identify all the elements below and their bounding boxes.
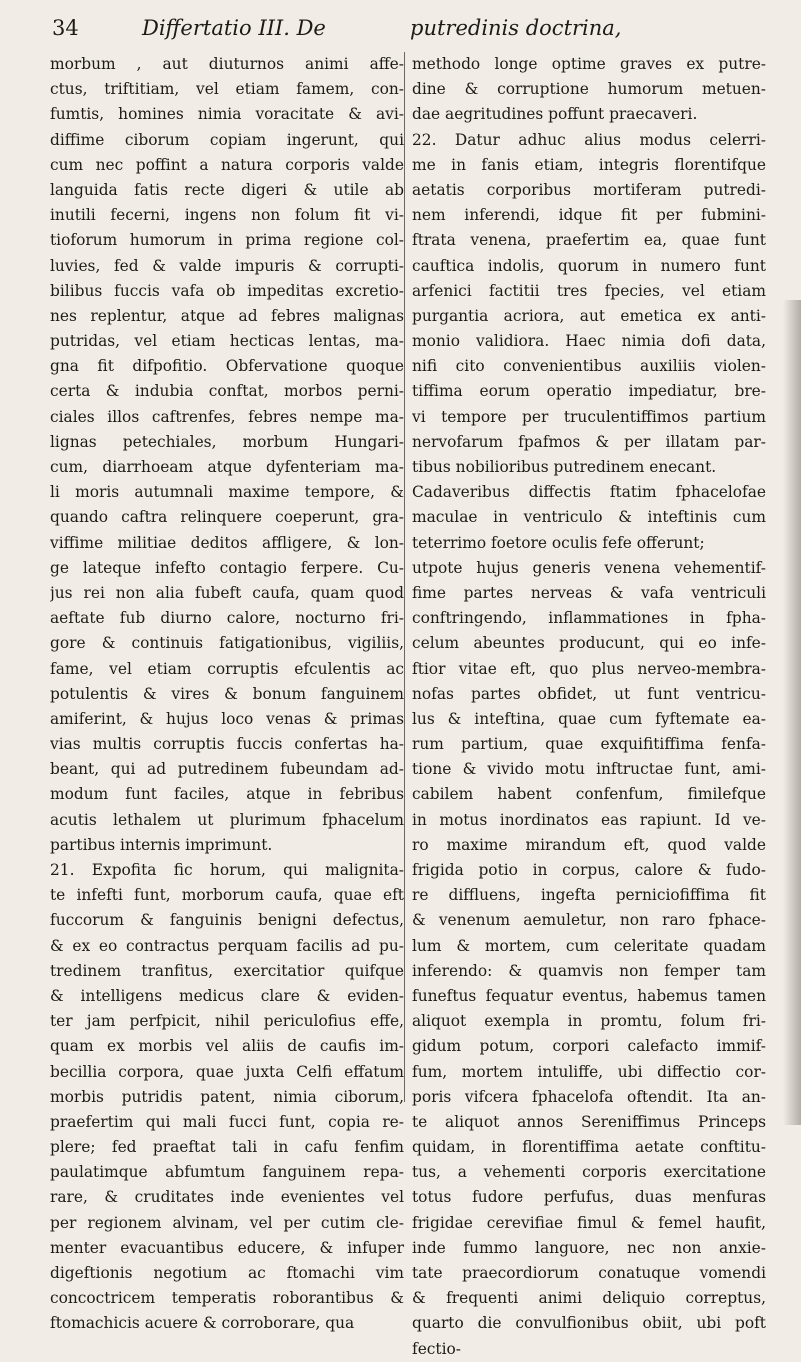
text-line: morbis putridis patent, nimia ciborum,: [50, 1087, 404, 1106]
text-line: li moris autumnali maxime tempore, &: [50, 483, 404, 502]
running-header: [0, 14, 801, 44]
text-line: per regionem alvinam, vel per cutim cle-: [50, 1213, 404, 1232]
text-line: cauftica indolis, quorum in numero funt: [412, 256, 766, 275]
text-line: tione & vivido motu inftructae funt, ami-: [412, 760, 766, 779]
text-line: quidam, in florentiffima aetate conftitu-: [412, 1138, 766, 1157]
text-line: quarto die convulfionibus obiit, ubi poft: [412, 1314, 766, 1333]
text-line: 21. Expofita fic horum, qui malignita-: [50, 861, 404, 879]
text-line: morbum , aut diuturnos animi affe-: [50, 55, 404, 73]
text-line: dine & corruptione humorum metuen-: [412, 80, 766, 99]
text-line: & frequenti animi deliquio correptus,: [412, 1289, 766, 1308]
text-line: cabilem habent confenfum, fimilefque: [412, 785, 766, 804]
text-line: concoctricem temperatis roborantibus &: [50, 1289, 404, 1308]
text-line: ftior vitae eft, quo plus nerveo-membra-: [412, 659, 766, 678]
text-line: cum, diarrhoeam atque dyfenteriam ma-: [50, 458, 404, 476]
text-line: dae aegritudines poffunt praecaveri.: [412, 105, 698, 124]
text-line: Cadaveribus diffectis ftatim fphacelofae: [412, 483, 766, 502]
text-line: potulentis & vires & bonum fanguinem: [50, 684, 404, 703]
text-line: bilibus fuccis vafa ob impeditas excretio-: [50, 281, 404, 300]
text-line: ter jam perfpicit, nihil periculofius effe,: [50, 1012, 404, 1031]
running-title-right: putredinis doctrina,: [410, 16, 622, 40]
text-line: tredinem tranfitus, exercitatior quifque: [50, 961, 404, 980]
text-line: ftomachicis acuere & corroborare, qua: [50, 1314, 355, 1333]
text-line: conftringendo, inflammationes in fpha-: [412, 609, 766, 628]
text-line: ge lateque infefto contagio ferpere. Cu-: [50, 558, 404, 577]
text-line: viffime militiae deditos affligere, & lon-: [50, 533, 404, 552]
text-line: purgantia acriora, aut emetica ex anti-: [412, 306, 766, 325]
text-line: nifi cito convenientibus auxiliis violen-: [412, 357, 766, 376]
text-line: gore & continuis fatigationibus, vigiliis,: [50, 634, 404, 653]
text-line: me in fanis etiam, integris florentifque: [412, 155, 766, 174]
text-line: cum nec poffint a natura corporis valde: [50, 155, 404, 174]
text-line: tus, a vehementi corporis exercitatione: [412, 1163, 766, 1182]
text-column-left: [50, 52, 404, 1337]
text-line: te aliquot annos Sereniffimus Princeps: [412, 1112, 766, 1131]
page-number: 34: [52, 16, 79, 40]
text-line: ciales illos caftrenfes, febres nempe ma-: [50, 407, 404, 426]
text-line: 22. Datur adhuc alius modus celerri-: [412, 130, 766, 149]
text-line: diffime ciborum copiam ingerunt, qui: [50, 130, 404, 149]
text-line: te infefti funt, morborum caufa, quae eft: [50, 886, 404, 905]
text-line: in motus inordinatos eas rapiunt. Id ve-: [412, 810, 766, 829]
text-line: & ex eo contractus perquam facilis ad pu-: [50, 936, 404, 955]
text-line: putridas, vel etiam hecticas lentas, ma-: [50, 332, 404, 351]
text-line: ctus, triftitiam, vel etiam famem, con-: [50, 80, 404, 99]
text-line: paulatimque abfumtum fanguinem repa-: [50, 1163, 404, 1182]
text-line: ftrata venena, praefertim ea, quae funt: [412, 231, 766, 250]
text-line: becillia corpora, quae juxta Celfi effatum: [50, 1062, 404, 1081]
text-line: quando caftra relinquere coeperunt, gra-: [50, 508, 404, 527]
text-line: monio validiora. Haec nimia dofi data,: [412, 332, 766, 351]
text-line: digeftionis negotium ac ftomachi vim: [50, 1264, 404, 1282]
text-line: ro maxime mirandum eft, quod valde: [412, 835, 766, 854]
text-line: acutis lethalem ut plurimum fphacelum: [50, 810, 404, 829]
text-line: frigidae cerevifiae fimul & femel haufit,: [412, 1213, 766, 1232]
text-line: lus & inteftina, quae cum fyftemate ea-: [412, 709, 766, 728]
text-line: beant, qui ad putredinem fubeundam ad-: [50, 760, 404, 779]
text-line: gidum potum, corpori calefacto immif-: [412, 1037, 766, 1056]
text-line: amiferint, & hujus loco venas & primas: [50, 709, 404, 728]
text-line: lum & mortem, cum celeritate quadam: [412, 936, 766, 955]
text-line: fumtis, homines nimia voracitate & avi-: [50, 105, 404, 124]
text-line: certa & indubia conftat, morbos perni-: [50, 382, 404, 401]
text-line: & venenum aemuletur, non raro fphace-: [412, 911, 766, 930]
text-line: arfenici factitii tres fpecies, vel etiam: [412, 281, 766, 300]
binding-shadow: [783, 300, 801, 1125]
text-line: re diffluens, ingefta perniciofiffima fit: [412, 886, 766, 905]
text-line: tiffima eorum operatio impediatur, bre-: [412, 382, 766, 401]
text-line: fame, vel etiam corruptis efculentis ac: [50, 659, 404, 678]
text-line: fum, mortem intuliffe, ubi diffectio cor-: [412, 1062, 766, 1081]
text-line: tioforum humorum in prima regione col-: [50, 231, 404, 250]
text-line: aetatis corporibus mortiferam putredi-: [412, 180, 766, 199]
text-line: jus rei non alia fubeft caufa, quam quod: [50, 583, 404, 602]
text-line: totus fudore perfufus, duas menfuras: [412, 1188, 766, 1207]
text-line: tate praecordiorum conatuque vomendi: [412, 1264, 766, 1282]
text-line: fime partes nerveas & vafa ventriculi: [412, 583, 766, 602]
text-line: gna fit difpofitio. Obfervatione quoque: [50, 357, 404, 376]
text-line: utpote hujus generis venena vehementif-: [412, 558, 766, 577]
text-line: frigida potio in corpus, calore & fudo-: [412, 861, 766, 879]
text-line: funeftus fequatur eventus, habemus tamen: [412, 986, 766, 1005]
text-line: luvies, fed & valde impuris & corrupti-: [50, 256, 404, 275]
text-line: plere; fed praeftat tali in cafu fenfim: [50, 1138, 404, 1157]
text-line: inde fummo languore, nec non anxie-: [412, 1238, 766, 1257]
text-line: inutili fecerni, ingens non folum fit vi-: [50, 206, 404, 225]
text-line: partibus internis imprimunt.: [50, 835, 273, 854]
text-line: menter evacuantibus educere, & infuper: [50, 1238, 404, 1257]
text-line: nem inferendi, idque fit per fubmini-: [412, 206, 766, 225]
column-divider: [404, 52, 405, 1102]
text-line: vias multis corruptis fuccis confertas ha-: [50, 735, 404, 754]
text-line: praefertim qui mali fucci funt, copia re-: [50, 1112, 404, 1131]
text-line: poris vifcera fphacelofa oftendit. Ita an-: [412, 1087, 766, 1106]
text-line: maculae in ventriculo & inteftinis cum: [412, 508, 766, 527]
text-line: fuccorum & fanguinis benigni defectus,: [50, 911, 404, 930]
text-line: rare, & cruditates inde evenientes vel: [50, 1188, 404, 1207]
text-line: nofas partes obfidet, ut funt ventricu-: [412, 684, 766, 703]
text-line: languida fatis recte digeri & utile ab: [50, 180, 404, 199]
text-line: inferendo: & quamvis non femper tam: [412, 961, 766, 980]
text-line: methodo longe optime graves ex putre-: [412, 55, 766, 73]
text-line: teterrimo foetore oculis fefe offerunt;: [412, 533, 705, 552]
text-line: lignas petechiales, morbum Hungari-: [50, 432, 404, 451]
text-line: aliquot exempla in promtu, folum fri-: [412, 1012, 766, 1031]
text-line: vi tempore per truculentiffimos partium: [412, 407, 766, 426]
text-line: & intelligens medicus clare & eviden-: [50, 986, 404, 1005]
text-line: celum abeuntes producunt, qui eo infe-: [412, 634, 766, 653]
text-line: rum partium, quae exquifitiffima fenfa-: [412, 735, 766, 754]
text-line: nervofarum fpafmos & per illatam par-: [412, 432, 766, 451]
text-line: aeftate fub diurno calore, nocturno fri-: [50, 609, 404, 628]
text-line: modum funt faciles, atque in febribus: [50, 785, 404, 804]
text-line: tibus nobilioribus putredinem enecant.: [412, 458, 717, 476]
text-line: fectio-: [412, 1339, 461, 1358]
running-title-left: Differtatio III. De: [142, 16, 326, 40]
text-column-right: [412, 52, 766, 1362]
text-line: nes replentur, atque ad febres malignas: [50, 306, 404, 325]
text-line: quam ex morbis vel aliis de caufis im-: [50, 1037, 404, 1056]
